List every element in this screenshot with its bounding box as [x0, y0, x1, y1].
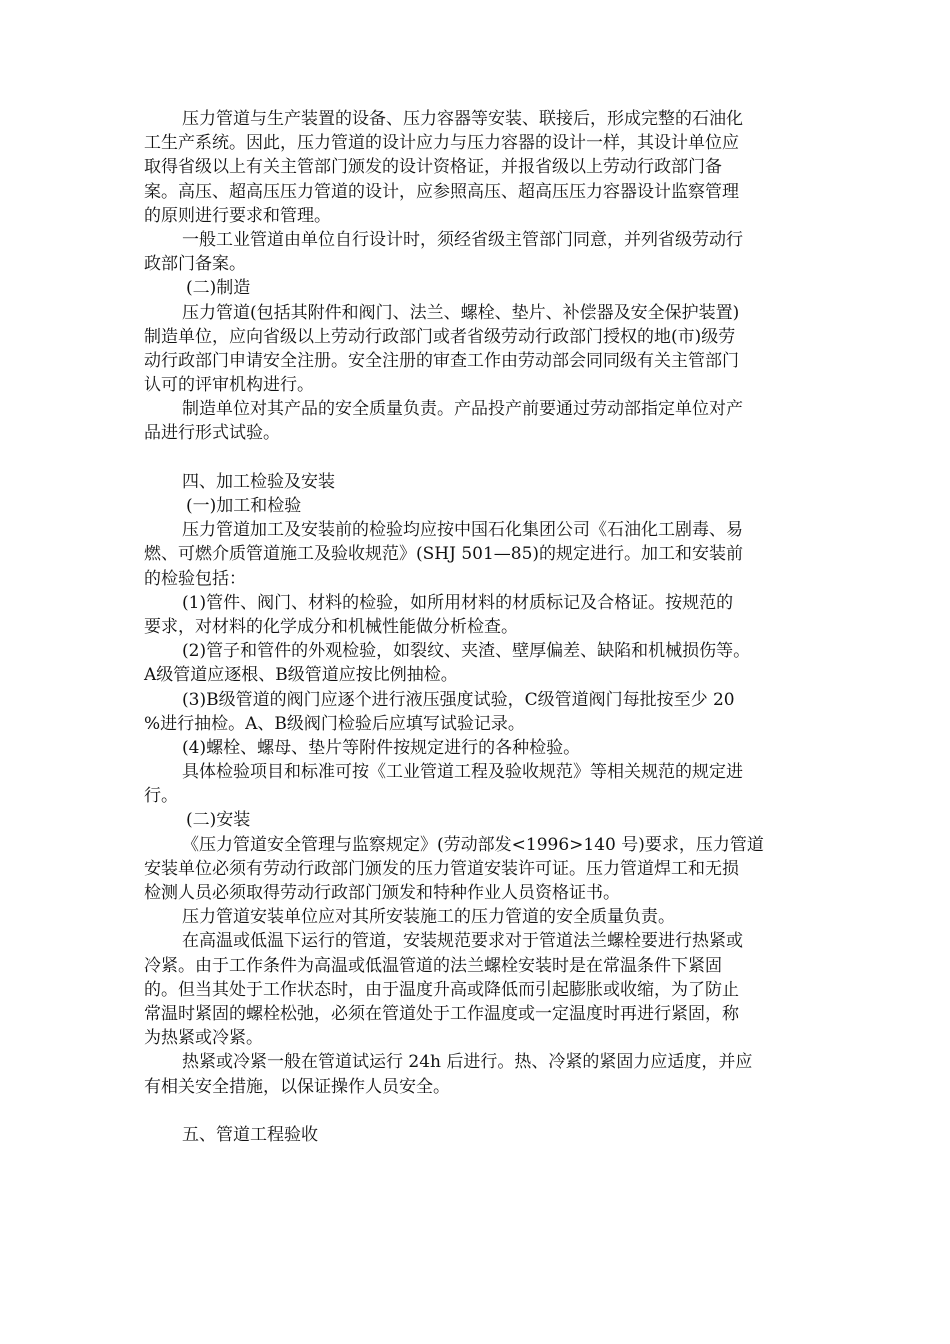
paragraph-hot-cold-tightening [144, 929, 806, 1050]
list-item-3 [144, 688, 806, 736]
paragraph-installation-permit [144, 833, 806, 906]
subheading-processing: (一)加工和检验 [186, 496, 302, 516]
list-item-2 [144, 639, 806, 687]
text-line: 安装单位必须有劳动行政部门颁发的压力管道安装许可证。压力管道焊工和无损 [144, 858, 739, 879]
text-line: 压力管道安装单位应对其所安装施工的压力管道的安全质量负责。 [182, 907, 675, 928]
text-line: 认可的评审机构进行。 [144, 375, 314, 396]
text-line: (3)B级管道的阀门应逐个进行液压强度试验，C级管道阀门每批按至少 20 [182, 689, 735, 710]
section-heading-4: 四、加工检验及安装 [182, 471, 335, 492]
document-page [144, 107, 806, 1147]
text-line: 冷紧。由于工作条件为高温或低温管道的法兰螺栓安装时是在常温条件下紧固 [144, 955, 722, 976]
text-line: 压力管道与生产装置的设备、压力容器等安装、联接后，形成完整的石油化 [182, 109, 743, 129]
text-line: 在高温或低温下运行的管道，安装规范要求对于管道法兰螺栓要进行热紧或 [182, 931, 743, 952]
text-line: (1)管件、阀门、材料的检验，如所用材料的材质标记及合格证。按规范的 [182, 592, 734, 613]
text-line: 有相关安全措施，以保证操作人员安全。 [144, 1076, 450, 1097]
text-line: 工生产系统。因此，压力管道的设计应力与压力容器的设计一样，其设计单位应 [144, 133, 739, 154]
text-line: 行。 [144, 786, 178, 807]
paragraph-inspection-basis [144, 518, 806, 591]
text-line: (4)螺栓、螺母、垫片等附件按规定进行的各种检验。 [182, 737, 581, 758]
text-line: 热紧或冷紧一般在管道试运行 24h 后进行。热、冷紧的紧固力应适度，并应 [182, 1052, 753, 1073]
text-line: 品进行形式试验。 [144, 423, 280, 444]
text-line: 动行政部门申请安全注册。安全注册的审查工作由劳动部会同同级有关主管部门 [144, 350, 739, 371]
text-line: 的检验包括： [144, 568, 246, 589]
text-line: %进行抽检。A、B级阀门检验后应填写试验记录。 [144, 713, 525, 734]
paragraph-product-quality [144, 397, 806, 445]
text-line: 的。但当其处于工作状态时，由于温度升高或降低而引起膨胀或收缩，为了防止 [144, 979, 739, 1000]
text-line: 政部门备案。 [144, 254, 246, 275]
list-item-4 [144, 736, 806, 760]
text-line: 压力管道加工及安装前的检验均应按中国石化集团公司《石油化工剧毒、易 [182, 520, 743, 541]
text-line: 制造单位对其产品的安全质量负责。产品投产前要通过劳动部指定单位对产 [182, 399, 743, 420]
paragraph-design-unit [144, 107, 806, 228]
text-line: (2)管子和管件的外观检验，如裂纹、夹渣、壁厚偏差、缺陷和机械损伤等。 [182, 641, 751, 662]
section-heading-5: 五、管道工程验收 [182, 1124, 318, 1145]
text-line: 具体检验项目和标准可按《工业管道工程及验收规范》等相关规范的规定进 [182, 762, 743, 783]
section-gap [144, 1099, 806, 1123]
text-line: 常温时紧固的螺栓松弛，必须在管道处于工作温度或一定温度时再进行紧固，称 [144, 1003, 739, 1024]
paragraph-general-pipeline [144, 228, 806, 276]
list-item-1 [144, 591, 806, 639]
paragraph-installation-quality [144, 905, 806, 929]
text-line: 制造单位，应向省级以上劳动行政部门或者省级劳动行政部门授权的地(市)级劳 [144, 326, 736, 347]
subheading-manufacturing: (二)制造 [186, 278, 251, 299]
text-line: 《压力管道安全管理与监察规定》(劳动部发<1996>140 号)要求，压力管道 [182, 834, 764, 855]
text-line: 的原则进行要求和管理。 [144, 205, 331, 226]
text-line: A级管道应逐根、B级管道应按比例抽检。 [144, 665, 458, 686]
subheading-installation: (二)安装 [186, 810, 251, 831]
paragraph-inspection-standards [144, 760, 806, 808]
section-gap [144, 446, 806, 470]
text-line: 检测人员必须取得劳动行政部门颁发和特种作业人员资格证书。 [144, 883, 620, 903]
text-line: 要求，对材料的化学成分和机械性能做分析检查。 [144, 616, 518, 637]
text-line: 取得省级以上有关主管部门颁发的设计资格证，并报省级以上劳动行政部门备 [144, 157, 722, 178]
paragraph-tightening-timing [144, 1050, 806, 1098]
text-line: 燃、可燃介质管道施工及验收规范》(SHJ 501—85)的规定进行。加工和安装前 [144, 544, 744, 565]
text-line: 为热紧或冷紧。 [144, 1028, 263, 1049]
paragraph-manufacturing-unit [144, 301, 806, 398]
text-line: 压力管道(包括其附件和阀门、法兰、螺栓、垫片、补偿器及安全保护装置) [182, 302, 740, 323]
text-line: 一般工业管道由单位自行设计时，须经省级主管部门同意，并列省级劳动行 [182, 229, 743, 250]
text-line: 案。高压、超高压压力管道的设计，应参照高压、超高压压力容器设计监察管理 [144, 181, 739, 202]
